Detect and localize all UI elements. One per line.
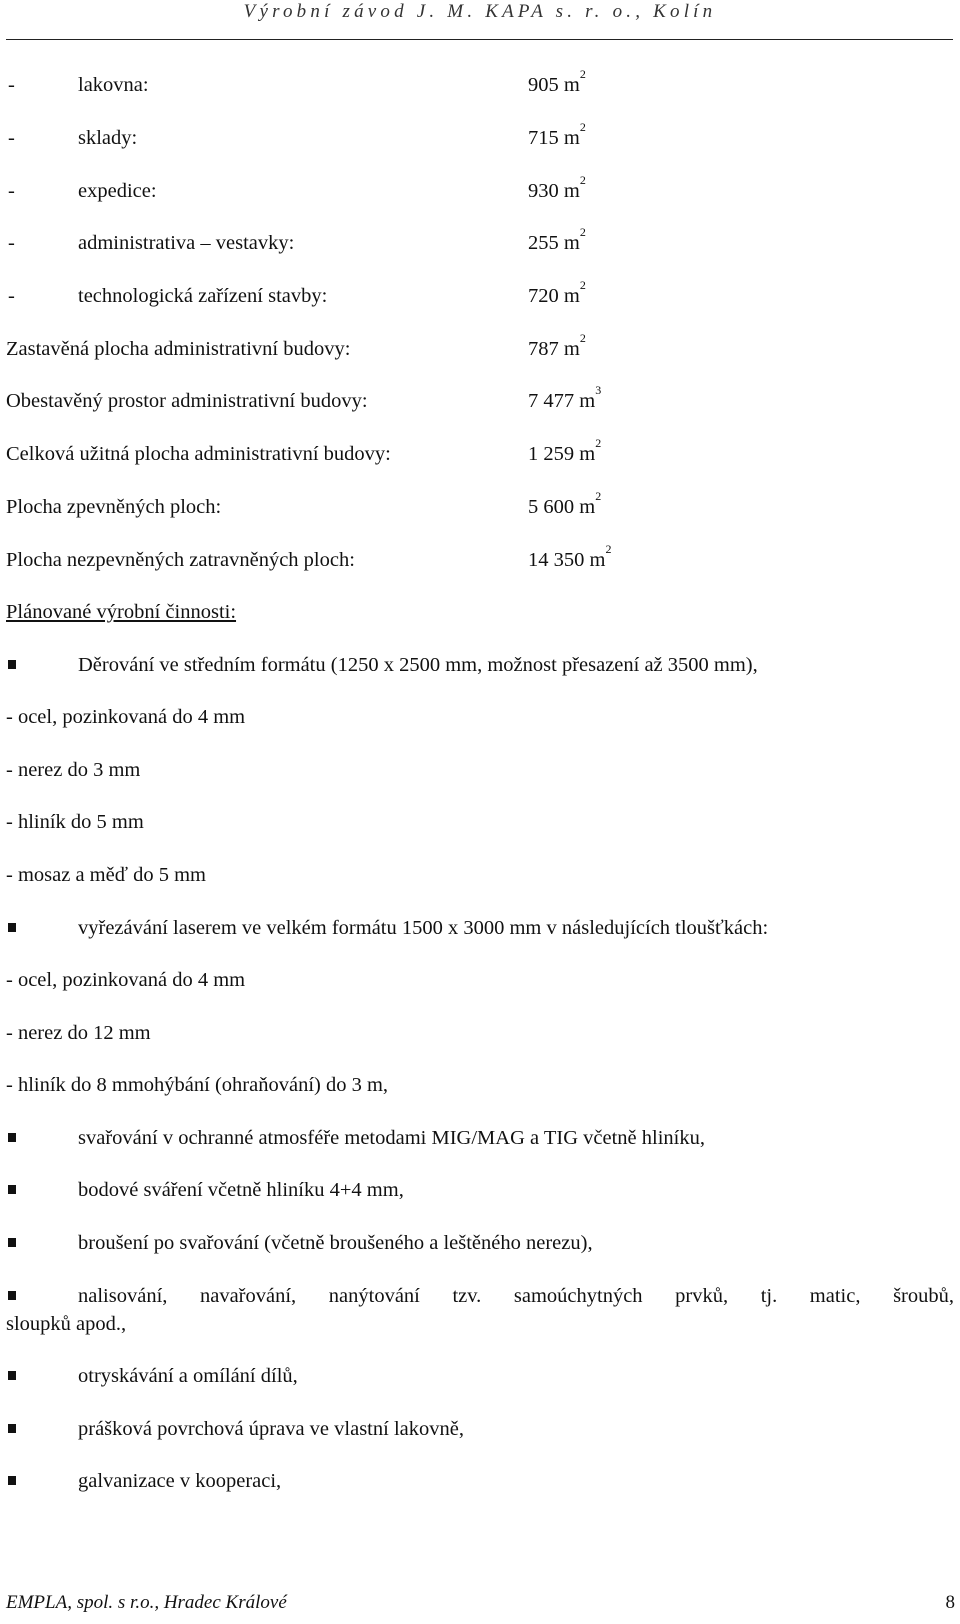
activity-item (0, 1414, 960, 1444)
activity-text: svařování v ochranné atmosféře metodami MIG/MAG a TIG včetně hliníku, (78, 1127, 705, 1149)
activity-item (0, 1175, 960, 1205)
area-row (0, 67, 960, 100)
page-header: Výrobní závod J. M. KAPA s. r. o., Kolín (243, 1, 717, 22)
area-row (0, 225, 960, 258)
summary-label: Obestavěný prostor administrativní budovy: (6, 390, 368, 412)
area-row (0, 278, 960, 311)
page-number: 8 (945, 1592, 955, 1613)
area-value: 930 $m^2$ (528, 173, 586, 202)
dash: - (8, 285, 15, 307)
sub-item: - nerez do 3 mm (6, 759, 141, 781)
summary-row (0, 489, 960, 522)
activity-text: prášková povrchová úprava ve vlastní lakovně, (78, 1418, 464, 1440)
summary-label: Plocha nezpevněných zatravněných ploch: (6, 549, 355, 571)
summary-row (0, 436, 960, 469)
exponent: 2 (579, 173, 586, 187)
exponent: 2 (595, 436, 602, 450)
exponent: 2 (605, 542, 612, 556)
summary-label: Celková užitná plocha administrativní budovy: (6, 443, 391, 465)
area-label: expedice: (78, 180, 157, 202)
activity-item (0, 1228, 960, 1258)
summary-row (0, 383, 960, 416)
activity-item (0, 1281, 960, 1311)
area-value: 255 $m^2$ (528, 225, 586, 254)
dash: - (8, 74, 15, 96)
sub-item: - mosaz a měď do 5 mm (6, 864, 206, 886)
area-row (0, 173, 960, 206)
square-bullet-icon (8, 1424, 16, 1433)
summary-label: Plocha zpevněných ploch: (6, 496, 222, 518)
summary-value: 7 477 $m^3$ (528, 383, 602, 412)
activity-text: galvanizace v kooperaci, (78, 1470, 282, 1492)
activity-item (0, 1361, 960, 1391)
activity-text: Děrování ve středním formátu (1250 x 2500 mm, možnost přesazení až 3500 mm), (78, 654, 758, 676)
area-row (0, 120, 960, 153)
square-bullet-icon (8, 1291, 16, 1300)
summary-value: 14 350 $m^2$ (528, 542, 612, 571)
dash: - (8, 127, 15, 149)
sub-item: - hliník do 8 mmohýbání (ohraňování) do 3 m, (6, 1074, 389, 1096)
square-bullet-icon (8, 1185, 16, 1194)
square-bullet-icon (8, 1238, 16, 1247)
exponent: 2 (579, 67, 586, 81)
activity-item (0, 650, 960, 680)
activity-item (0, 1123, 960, 1153)
summary-label: Zastavěná plocha administrativní budovy: (6, 338, 351, 360)
summary-value: 1 259 $m^2$ (528, 436, 602, 465)
footer-company: EMPLA, spol. s r.o., Hradec Králové (6, 1592, 287, 1613)
square-bullet-icon (8, 660, 16, 669)
summary-value: 5 600 $m^2$ (528, 489, 602, 518)
activity-text: nalisování, navařování, nanýtování tzv. samoúchytných prvků, tj. matic, šroubů, (78, 1285, 954, 1307)
activity-text: broušení po svařování (včetně broušeného a leštěného nerezu), (78, 1232, 593, 1254)
summary-value: 787 $m^2$ (528, 331, 586, 360)
dash: - (8, 232, 15, 254)
sub-item: - ocel, pozinkovaná do 4 mm (6, 969, 246, 991)
area-value: 715 $m^2$ (528, 120, 586, 149)
exponent: 2 (579, 278, 586, 292)
dash: - (8, 180, 15, 202)
activities-heading: Plánované výrobní činnosti: (6, 601, 237, 623)
sub-item: - hliník do 5 mm (6, 811, 144, 833)
header-divider (6, 39, 953, 40)
exponent: 2 (579, 120, 586, 134)
sub-item: - ocel, pozinkovaná do 4 mm (6, 706, 246, 728)
square-bullet-icon (8, 1476, 16, 1485)
exponent: 2 (595, 489, 602, 503)
area-label: administrativa – vestavky: (78, 232, 295, 254)
area-value: 720 $m^2$ (528, 278, 586, 307)
sub-item: - nerez do 12 mm (6, 1022, 151, 1044)
exponent: 2 (579, 225, 586, 239)
activity-text: otryskávání a omílání dílů, (78, 1365, 298, 1387)
summary-row (0, 331, 960, 364)
area-label: lakovna: (78, 74, 149, 96)
activity-text: vyřezávání laserem ve velkém formátu 1500 x 3000 mm v následujících tloušťkách: (78, 917, 769, 939)
square-bullet-icon (8, 1371, 16, 1380)
activity-text: bodové sváření včetně hliníku 4+4 mm, (78, 1179, 404, 1201)
summary-row (0, 542, 960, 575)
area-label: technologická zařízení stavby: (78, 285, 328, 307)
activity-text-continued: sloupků apod., (6, 1313, 127, 1335)
square-bullet-icon (8, 923, 16, 932)
exponent: 3 (595, 383, 602, 397)
area-label: sklady: (78, 127, 138, 149)
activity-item (0, 913, 960, 943)
area-value: 905 $m^2$ (528, 67, 586, 96)
square-bullet-icon (8, 1133, 16, 1142)
exponent: 2 (579, 331, 586, 345)
activity-item (0, 1466, 960, 1496)
